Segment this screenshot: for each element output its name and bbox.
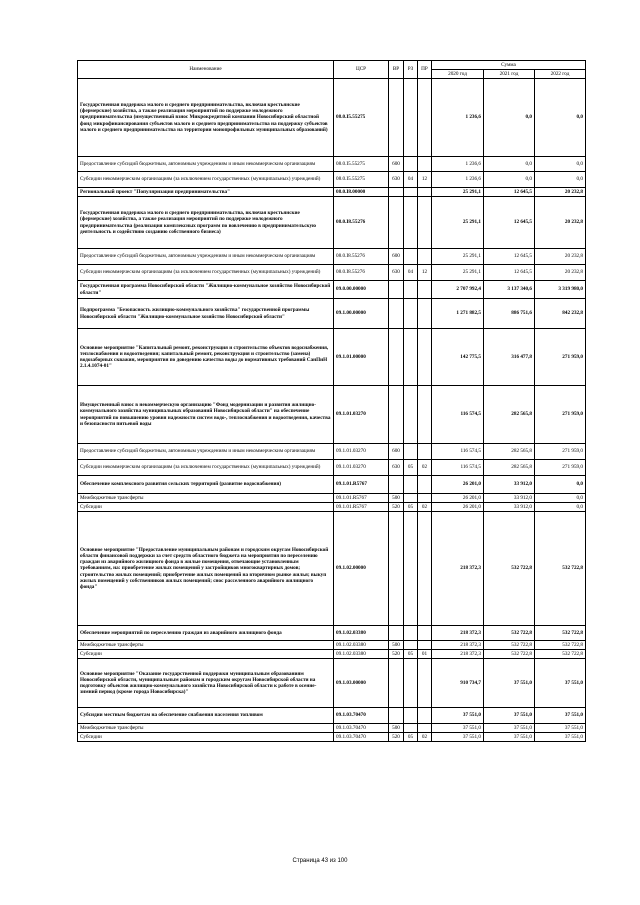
- cell-rz: [404, 386, 418, 444]
- cell-y2020: 25 291,1: [432, 197, 484, 249]
- cell-name: Субсидии некоммерческим организациям (за исключением государственных (муниципальных) учреждений): [78, 265, 334, 281]
- cell-y2020: 218 372,3: [432, 650, 484, 659]
- header-pr: ПР: [418, 61, 432, 79]
- cell-y2021: 0,0: [484, 79, 535, 157]
- cell-name: Предоставление субсидий бюджетным, автономным учреждениям и иным некоммерческим организациям: [78, 249, 334, 265]
- cell-name: Предоставление субсидий бюджетным, автономным учреждениям и иным некоммерческим организациям: [78, 157, 334, 172]
- cell-y2022: 20 232,8: [535, 197, 586, 249]
- cell-y2021: 886 751,6: [484, 299, 535, 329]
- cell-y2021: 316 477,8: [484, 329, 535, 386]
- cell-rz: [404, 641, 418, 650]
- cell-name: Межбюджетные трансферты: [78, 494, 334, 503]
- cell-pr: [418, 386, 432, 444]
- cell-rz: [404, 79, 418, 157]
- cell-name: Субсидии: [78, 503, 334, 512]
- cell-vr: [389, 386, 404, 444]
- cell-y2022: 0,0: [535, 79, 586, 157]
- budget-table: [77, 60, 586, 742]
- cell-y2021: 0,0: [484, 157, 535, 172]
- cell-pr: [418, 444, 432, 460]
- cell-csr: 09.1.03.70470: [334, 724, 389, 733]
- cell-pr: [418, 249, 432, 265]
- cell-y2022: 37 551,0: [535, 708, 586, 724]
- cell-y2020: 25 291,1: [432, 188, 484, 197]
- cell-y2020: 142 775,5: [432, 329, 484, 386]
- cell-y2022: 271 959,0: [535, 460, 586, 476]
- cell-vr: 500: [389, 494, 404, 503]
- cell-rz: [404, 659, 418, 708]
- cell-pr: [418, 329, 432, 386]
- cell-y2021: 12 645,5: [484, 188, 535, 197]
- cell-vr: 520: [389, 503, 404, 512]
- cell-pr: [418, 157, 432, 172]
- cell-rz: [404, 329, 418, 386]
- cell-y2021: 282 565,8: [484, 460, 535, 476]
- cell-y2022: 0,0: [535, 172, 586, 188]
- cell-y2022: 271 959,0: [535, 329, 586, 386]
- cell-y2021: 37 551,0: [484, 708, 535, 724]
- cell-vr: 500: [389, 641, 404, 650]
- header-2021: 2021 год: [484, 70, 535, 79]
- cell-rz: 05: [404, 503, 418, 512]
- cell-vr: 630: [389, 265, 404, 281]
- cell-y2021: 532 722,8: [484, 650, 535, 659]
- table-row: [78, 157, 586, 172]
- cell-rz: [404, 299, 418, 329]
- cell-csr: 09.1.02.00000: [334, 512, 389, 626]
- cell-csr: 08.0.I5.55275: [334, 79, 389, 157]
- cell-y2021: 33 912,0: [484, 476, 535, 494]
- cell-name: Субсидии: [78, 650, 334, 659]
- cell-pr: [418, 494, 432, 503]
- cell-y2021: 532 722,8: [484, 641, 535, 650]
- cell-csr: 09.1.01.03270: [334, 444, 389, 460]
- cell-rz: [404, 494, 418, 503]
- cell-pr: [418, 281, 432, 299]
- cell-csr: 08.0.I8.00000: [334, 188, 389, 197]
- cell-y2022: 0,0: [535, 157, 586, 172]
- cell-y2021: 532 722,8: [484, 626, 535, 641]
- table-row: [78, 494, 586, 503]
- table-row: [78, 708, 586, 724]
- cell-y2021: 12 645,5: [484, 265, 535, 281]
- cell-vr: 630: [389, 172, 404, 188]
- table-row: [78, 733, 586, 742]
- cell-name: Межбюджетные трансферты: [78, 724, 334, 733]
- cell-pr: 02: [418, 733, 432, 742]
- cell-y2021: 37 551,0: [484, 724, 535, 733]
- table-row: [78, 512, 586, 626]
- cell-csr: 09.1.01.03270: [334, 460, 389, 476]
- table-row: [78, 197, 586, 249]
- cell-csr: 09.1.02.03380: [334, 650, 389, 659]
- header-rz: РЗ: [404, 61, 418, 79]
- header-2020: 2020 год: [432, 70, 484, 79]
- cell-name: Обеспечение комплексного развития сельских территорий (развитие водоснабжения): [78, 476, 334, 494]
- cell-vr: 520: [389, 733, 404, 742]
- cell-pr: [418, 626, 432, 641]
- cell-y2022: 271 959,0: [535, 444, 586, 460]
- cell-y2022: 37 551,0: [535, 733, 586, 742]
- cell-y2022: 37 551,0: [535, 659, 586, 708]
- cell-vr: 600: [389, 444, 404, 460]
- cell-y2020: 37 551,0: [432, 724, 484, 733]
- cell-y2020: 116 574,5: [432, 386, 484, 444]
- table-row: [78, 476, 586, 494]
- cell-y2021: 33 912,0: [484, 503, 535, 512]
- cell-pr: [418, 659, 432, 708]
- cell-y2022: 20 232,8: [535, 265, 586, 281]
- table-row: [78, 641, 586, 650]
- page-number: Страница 43 из 100: [292, 858, 348, 864]
- cell-vr: 630: [389, 460, 404, 476]
- cell-y2020: 1 236,6: [432, 157, 484, 172]
- cell-y2022: 37 551,0: [535, 724, 586, 733]
- cell-y2021: 12 645,5: [484, 197, 535, 249]
- cell-vr: [389, 79, 404, 157]
- cell-csr: 09.1.01.00000: [334, 329, 389, 386]
- cell-name: Подпрограмма "Безопасность жилищно-коммунального хозяйства" государственной программы Новосибирской области "Жилищно-коммунальное хозяйство Новосибирской области": [78, 299, 334, 329]
- table-row: [78, 329, 586, 386]
- cell-rz: 05: [404, 733, 418, 742]
- cell-y2022: 0,0: [535, 503, 586, 512]
- cell-y2020: 116 574,5: [432, 444, 484, 460]
- table-row: [78, 650, 586, 659]
- table-row: [78, 188, 586, 197]
- cell-name: Субсидии: [78, 733, 334, 742]
- cell-vr: [389, 476, 404, 494]
- table-row: [78, 172, 586, 188]
- cell-rz: [404, 197, 418, 249]
- cell-name: Предоставление субсидий бюджетным, автономным учреждениям и иным некоммерческим организациям: [78, 444, 334, 460]
- cell-csr: 09.1.01.R5767: [334, 494, 389, 503]
- cell-y2021: 3 137 340,6: [484, 281, 535, 299]
- cell-y2022: 532 722,8: [535, 626, 586, 641]
- cell-y2020: 26 201,0: [432, 503, 484, 512]
- cell-pr: 02: [418, 503, 432, 512]
- table-row: [78, 79, 586, 157]
- table-row: [78, 299, 586, 329]
- cell-y2022: 0,0: [535, 476, 586, 494]
- cell-pr: [418, 299, 432, 329]
- cell-name: Государственная программа Новосибирской области "Жилищно-коммунальное хозяйство Новосибирской области": [78, 281, 334, 299]
- table-row: [78, 724, 586, 733]
- cell-vr: [389, 659, 404, 708]
- cell-y2021: 282 565,8: [484, 444, 535, 460]
- cell-y2020: 116 574,5: [432, 460, 484, 476]
- cell-y2020: 218 372,3: [432, 641, 484, 650]
- table-row: [78, 386, 586, 444]
- cell-y2021: 37 551,0: [484, 733, 535, 742]
- cell-csr: 08.0.I8.55276: [334, 265, 389, 281]
- cell-vr: 520: [389, 650, 404, 659]
- cell-rz: [404, 157, 418, 172]
- cell-name: Субсидии некоммерческим организациям (за исключением государственных (муниципальных) учреждений): [78, 460, 334, 476]
- cell-pr: [418, 641, 432, 650]
- cell-csr: 09.1.03.00000: [334, 659, 389, 708]
- cell-vr: [389, 626, 404, 641]
- cell-name: Обеспечение мероприятий по переселению граждан из аварийного жилищного фонда: [78, 626, 334, 641]
- cell-vr: [389, 512, 404, 626]
- table-header: [78, 61, 586, 79]
- table-row: [78, 659, 586, 708]
- cell-name: Субсидии местным бюджетам на обеспечение снабжения населения топливом: [78, 708, 334, 724]
- cell-y2020: 218 372,3: [432, 512, 484, 626]
- cell-rz: [404, 626, 418, 641]
- cell-pr: [418, 476, 432, 494]
- cell-vr: 600: [389, 249, 404, 265]
- cell-y2022: 532 722,8: [535, 650, 586, 659]
- header-name: Наименование: [78, 61, 334, 79]
- cell-csr: 09.1.02.03380: [334, 641, 389, 650]
- cell-y2020: 218 372,3: [432, 626, 484, 641]
- cell-vr: [389, 188, 404, 197]
- cell-vr: [389, 329, 404, 386]
- cell-y2022: 20 232,8: [535, 249, 586, 265]
- table-row: [78, 503, 586, 512]
- cell-csr: 09.1.01.03270: [334, 386, 389, 444]
- cell-y2020: 25 291,1: [432, 265, 484, 281]
- cell-csr: 09.1.03.70470: [334, 708, 389, 724]
- cell-y2021: 12 645,5: [484, 249, 535, 265]
- cell-y2020: 910 734,7: [432, 659, 484, 708]
- cell-y2020: 1 236,6: [432, 79, 484, 157]
- cell-name: Основное мероприятие "Оказание государственной поддержки муниципальным образованиям Новосибирской области, муниципальным районам и городским округам Новосибирской области на подготовку объектов жилищно-коммунального хозяйства Новосибирской области к работе в осенне-зимний период (кроме города Новосибирска)": [78, 659, 334, 708]
- cell-name: Основное мероприятие "Предоставление муниципальным районам и городским округам Новосибирской области финансовой поддержки за счет средств областного бюджета на мероприятия по переселению граждан из аварийного жилищного фонда в жилые помещения, отвечающие установленным требованиям, на: приобретение жилых помещений у застройщиков многоквартирных домов; строительство жилых помещений; приобретение жилых помещений на вторичном рынке жилья; выкуп жилых помещений у собственников жилых помещений; снос расселенного аварийного жилищного фонда": [78, 512, 334, 626]
- cell-csr: 09.1.00.00000: [334, 299, 389, 329]
- header-vr: ВР: [389, 61, 404, 79]
- cell-name: Субсидии некоммерческим организациям (за исключением государственных (муниципальных) учреждений): [78, 172, 334, 188]
- cell-pr: 01: [418, 650, 432, 659]
- cell-y2020: 2 707 992,4: [432, 281, 484, 299]
- cell-y2020: 26 201,0: [432, 494, 484, 503]
- cell-name: Межбюджетные трансферты: [78, 641, 334, 650]
- cell-y2021: 0,0: [484, 172, 535, 188]
- cell-vr: 600: [389, 157, 404, 172]
- table-body: [78, 79, 586, 742]
- cell-y2021: 282 565,8: [484, 386, 535, 444]
- cell-vr: [389, 197, 404, 249]
- cell-y2022: 3 319 980,0: [535, 281, 586, 299]
- cell-pr: [418, 724, 432, 733]
- cell-rz: 04: [404, 265, 418, 281]
- cell-name: Имущественный взнос в некоммерческую организацию "Фонд модернизации и развития жилищно-коммунального хозяйства муниципальных образований Новосибирской области" на обеспечение мероприятий по повышению уровня надежности систем водо-, теплоснабжения и водоотведения, качества и безопасности питьевой воды: [78, 386, 334, 444]
- cell-y2022: 0,0: [535, 494, 586, 503]
- cell-rz: 04: [404, 172, 418, 188]
- budget-table-sheet: [77, 60, 585, 742]
- cell-vr: [389, 281, 404, 299]
- cell-pr: [418, 708, 432, 724]
- cell-pr: [418, 79, 432, 157]
- table-row: [78, 281, 586, 299]
- table-row: [78, 249, 586, 265]
- cell-rz: [404, 188, 418, 197]
- cell-pr: 12: [418, 265, 432, 281]
- cell-y2022: 532 722,8: [535, 512, 586, 626]
- cell-csr: 09.0.00.00000: [334, 281, 389, 299]
- cell-pr: [418, 188, 432, 197]
- cell-csr: 08.0.I5.55275: [334, 157, 389, 172]
- cell-y2020: 25 291,1: [432, 249, 484, 265]
- cell-rz: [404, 512, 418, 626]
- header-sum: Сумма: [432, 61, 586, 70]
- cell-y2021: 33 912,0: [484, 494, 535, 503]
- cell-csr: 09.1.03.70470: [334, 733, 389, 742]
- cell-rz: [404, 281, 418, 299]
- cell-name: Государственная поддержка малого и среднего предпринимательства, включая крестьянские (фермерские) хозяйства, а также реализация мероприятий по поддержке молодежного предпринимательства (имущественный взнос Микрокредитной компании Новосибирский областной фонд микрофинансирования субъектов малого и среднего предпринимательства на поддержку субъектов малого и среднего предпринимательства на территории монопрофильных муниципальных образований): [78, 79, 334, 157]
- cell-y2022: 20 232,8: [535, 188, 586, 197]
- cell-y2020: 26 201,0: [432, 476, 484, 494]
- cell-csr: 09.1.01.R5767: [334, 503, 389, 512]
- cell-rz: [404, 708, 418, 724]
- cell-name: Основное мероприятие "Капитальный ремонт, реконструкция и строительство объектов водоснабжения, теплоснабжения и водоотведения; капитальный ремонт, реконструкция и строительство (замена) водозаборных скважин, мероприятия по доведению качества воды до нормативных требований СанПиН 2.1.4.1074-01": [78, 329, 334, 386]
- cell-vr: [389, 708, 404, 724]
- cell-rz: [404, 724, 418, 733]
- cell-y2022: 271 959,0: [535, 386, 586, 444]
- cell-vr: 500: [389, 724, 404, 733]
- cell-y2022: 532 722,8: [535, 641, 586, 650]
- cell-vr: [389, 299, 404, 329]
- cell-y2020: 1 236,6: [432, 172, 484, 188]
- cell-pr: [418, 197, 432, 249]
- cell-y2021: 532 722,8: [484, 512, 535, 626]
- cell-y2020: 1 271 882,5: [432, 299, 484, 329]
- cell-rz: [404, 249, 418, 265]
- cell-pr: 02: [418, 460, 432, 476]
- header-csr: ЦСР: [334, 61, 389, 79]
- table-row: [78, 444, 586, 460]
- table-row: [78, 265, 586, 281]
- cell-name: Региональный проект "Популяризация предпринимательства": [78, 188, 334, 197]
- cell-y2020: 37 551,0: [432, 708, 484, 724]
- cell-y2021: 37 551,0: [484, 659, 535, 708]
- cell-csr: 08.0.I5.55275: [334, 172, 389, 188]
- cell-csr: 09.1.01.R5767: [334, 476, 389, 494]
- cell-rz: [404, 476, 418, 494]
- cell-pr: 12: [418, 172, 432, 188]
- cell-y2022: 842 232,8: [535, 299, 586, 329]
- cell-rz: [404, 444, 418, 460]
- table-row: [78, 460, 586, 476]
- cell-pr: [418, 512, 432, 626]
- cell-name: Государственная поддержка малого и среднего предпринимательства, включая крестьянские (фермерские) хозяйства, а также реализация мероприятий по поддержке молодежного предпринимательства (реализация комплексных программ по вовлечению в предпринимательскую деятельность и содействию созданию собственного бизнеса): [78, 197, 334, 249]
- cell-rz: 05: [404, 460, 418, 476]
- cell-rz: 05: [404, 650, 418, 659]
- table-row: [78, 626, 586, 641]
- header-2022: 2022 год: [535, 70, 586, 79]
- cell-csr: 09.1.02.03380: [334, 626, 389, 641]
- cell-csr: 08.0.I8.55276: [334, 197, 389, 249]
- cell-csr: 08.0.I8.55276: [334, 249, 389, 265]
- cell-y2020: 37 551,0: [432, 733, 484, 742]
